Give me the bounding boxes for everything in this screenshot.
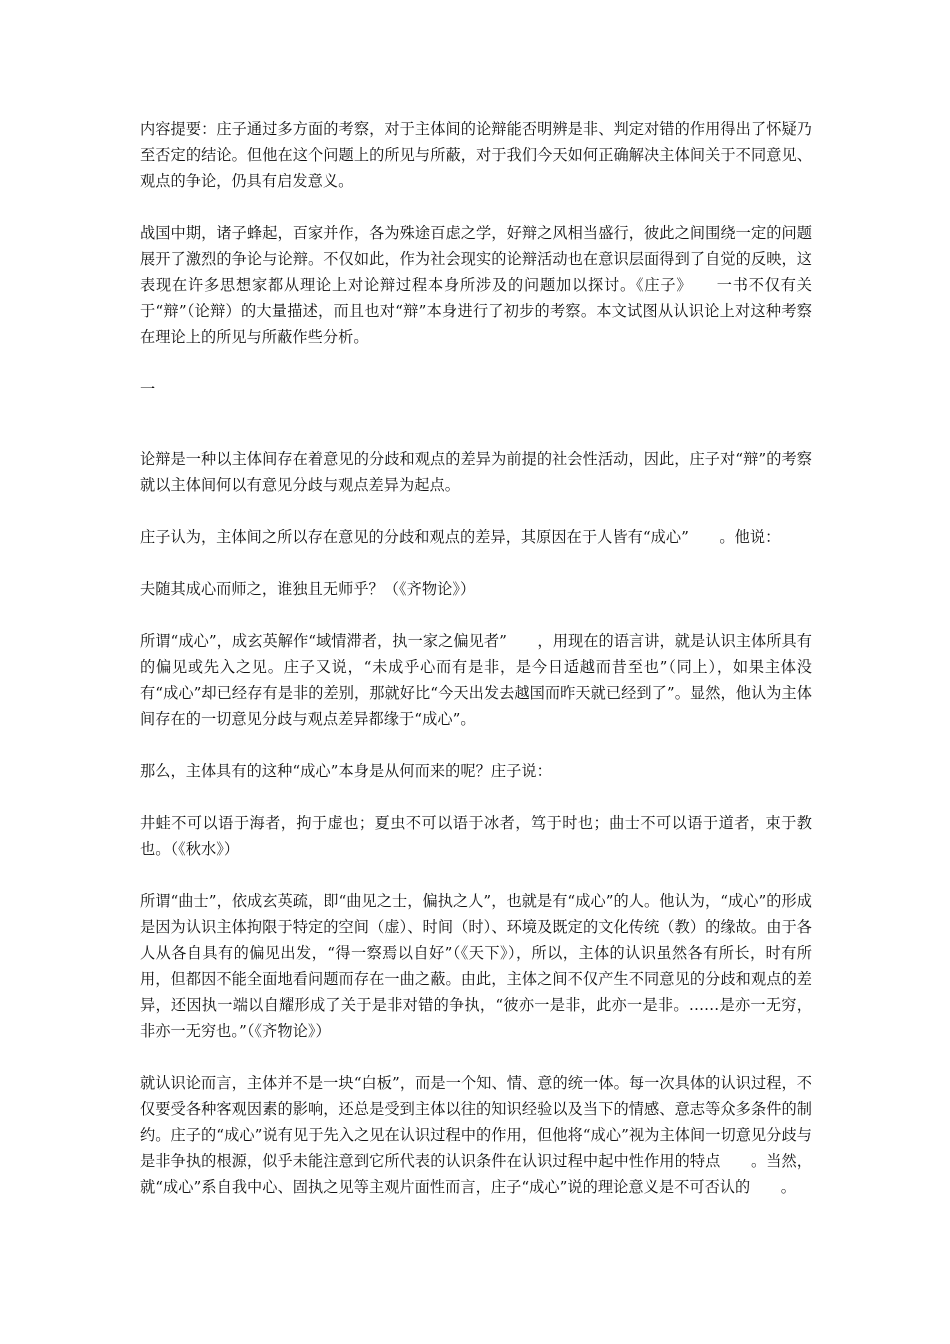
- quote-paragraph: 夫随其成心而师之，谁独且无师乎？（《齐物论》）: [140, 580, 476, 598]
- quote-paragraph: 井蛙不可以语于海者，拘于虚也；夏虫不可以语于冰者，笃于时也；曲士不可以语于道者，束于教也。（《秋水》）: [140, 814, 812, 858]
- section-number: 一: [140, 380, 156, 398]
- body-paragraph: 论辩是一种以主体间存在着意见的分歧和观点的差异为前提的社会性活动，因此，庄子对“辩”的考察就以主体间何以有意见分歧与观点差异为起点。: [140, 450, 812, 494]
- body-paragraph: 就认识论而言，主体并不是一块“白板”，而是一个知、情、意的统一体。每一次具体的认识过程，不仅要受各种客观因素的影响，还总是受到主体以往的知识经验以及当下的情感、意志等众多条件的制约。庄子的“成心”说有见于先入之见在认识过程中的作用，但他将“成心”视为主体间一切意见分歧与是非争执的根源，似乎未能注意到它所代表的认识条件在认识过程中起中性作用的特点 。当然，就“成心”系自我中心、固执之见等主观片面性而言，庄子“成心”说的理论意义是不可否认的 。: [140, 1074, 812, 1196]
- body-paragraph: 所谓“成心”，成玄英解作“域情滞者，执一家之偏见者” ，用现在的语言讲，就是认识主体所具有的偏见或先入之见。庄子又说，“未成乎心而有是非，是今日适越而昔至也”（同上），如果主体没有“成心”却已经存有是非的差别，那就好比“今天出发去越国而昨天就已经到了”。显然，他认为主体间存在的一切意见分歧与观点差异都缘于“成心”。: [140, 632, 812, 728]
- abstract-paragraph: 内容提要：庄子通过多方面的考察，对于主体间的论辩能否明辨是非、判定对错的作用得出了怀疑乃至否定的结论。但他在这个问题上的所见与所蔽，对于我们今天如何正确解决主体间关于不同意见、观点的争论，仍具有启发意义。: [140, 120, 812, 190]
- intro-paragraph: 战国中期，诸子蜂起，百家并作，各为殊途百虑之学，好辩之风相当盛行，彼此之间围绕一定的问题展开了激烈的争论与论辩。不仅如此，作为社会现实的论辩活动也在意识层面得到了自觉的反映，这表现在许多思想家都从理论上对论辩过程本身所涉及的问题加以探讨。《庄子》 一书不仅有关于“辩”（论辩）的大量描述，而且也对“辩”本身进行了初步的考察。本文试图从认识论上对这种考察在理论上的所见与所蔽作些分析。: [140, 224, 812, 346]
- document-page: [140, 116, 812, 1226]
- body-paragraph: 所谓“曲士”，依成玄英疏，即“曲见之士，偏执之人”，也就是有“成心”的人。他认为，“成心”的形成是因为认识主体拘限于特定的空间（虚）、时间（时）、环境及既定的文化传统（教）的缘故。由于各人从各自具有的偏见出发，“得一察焉以自好”（《天下》），所以，主体的认识虽然各有所长，时有所用，但都因不能全面地看问题而存在一曲之蔽。由此，主体之间不仅产生不同意见的分歧和观点的差异，还因执一端以自耀形成了关于是非对错的争执，“彼亦一是非，此亦一是非。……是亦一无穷，非亦一无穷也。”（《齐物论》）: [140, 892, 813, 1040]
- body-paragraph: 庄子认为，主体间之所以存在意见的分歧和观点的差异，其原因在于人皆有“成心” 。他说：: [140, 528, 781, 546]
- body-paragraph: 那么，主体具有的这种“成心”本身是从何而来的呢？庄子说：: [140, 762, 552, 780]
